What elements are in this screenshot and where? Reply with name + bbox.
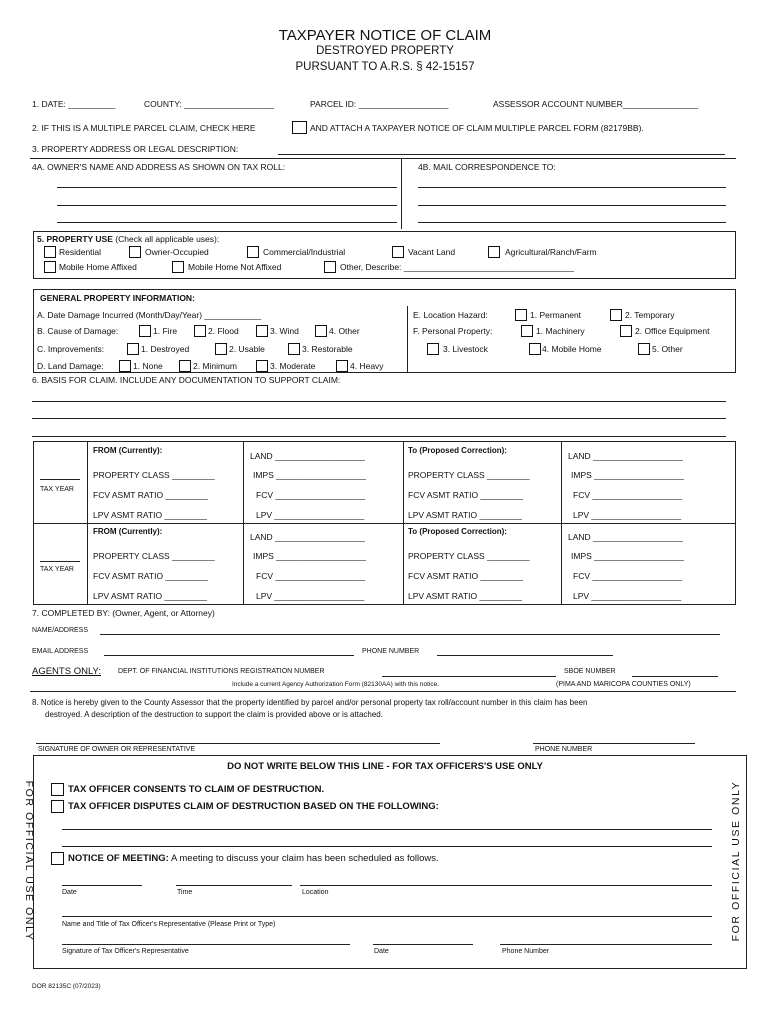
mail-line[interactable] xyxy=(418,222,726,223)
dispute-reason-line[interactable] xyxy=(62,829,712,830)
from-fcv[interactable]: FCV ___________________ xyxy=(256,490,366,500)
divider xyxy=(407,306,408,373)
impr-destroyed: 1. Destroyed xyxy=(141,344,190,354)
property-use-note: (Check all applicable uses): xyxy=(115,234,220,244)
phone-label: PHONE NUMBER xyxy=(362,648,420,655)
meeting-label: NOTICE OF MEETING: xyxy=(68,853,169,864)
checkbox-other-cause[interactable] xyxy=(315,325,327,337)
land-none: 1. None xyxy=(133,361,163,371)
improvements-label: C. Improvements: xyxy=(37,344,105,354)
to-fcv-ratio[interactable]: FCV ASMT RATIO _________ xyxy=(408,490,523,500)
to-label: To (Proposed Correction): xyxy=(408,527,507,536)
hazard-permanent: 1. Permanent xyxy=(530,310,582,320)
checkbox-other[interactable] xyxy=(324,261,336,273)
checkbox-wind[interactable] xyxy=(256,325,268,337)
rep-phone-line[interactable] xyxy=(500,944,712,945)
checkbox-disputes[interactable] xyxy=(51,800,64,813)
cause-other: 4. Other xyxy=(329,326,360,336)
impr-restorable: 3. Restorable xyxy=(302,344,353,354)
date-damage-field[interactable]: A. Date Damage Incurred (Month/Day/Year) ____________ xyxy=(37,310,262,320)
from-label: FROM (Currently): xyxy=(93,527,163,536)
basis-label: 6. BASIS FOR CLAIM. INCLUDE ANY DOCUMENTATION TO SUPPORT CLAIM: xyxy=(32,375,341,385)
hazard-temporary: 2. Temporary xyxy=(625,310,675,320)
basis-line[interactable] xyxy=(32,418,726,419)
parcel-id-field[interactable]: PARCEL ID: ___________________ xyxy=(310,99,449,109)
from-fcv[interactable]: FCV ___________________ xyxy=(256,571,366,581)
dispute-reason-line[interactable] xyxy=(62,846,712,847)
owner-line[interactable] xyxy=(57,187,397,188)
email-line[interactable] xyxy=(104,655,354,656)
disputes-label: TAX OFFICER DISPUTES CLAIM OF DESTRUCTION BASED ON THE FOLLOWING: xyxy=(68,801,439,812)
completed-heading: 7. COMPLETED BY: (Owner, Agent, or Attorney) xyxy=(32,608,215,618)
from-land[interactable]: LAND ___________________ xyxy=(250,532,365,542)
meeting-line xyxy=(68,853,439,864)
from-lpv[interactable]: LPV ___________________ xyxy=(256,510,365,520)
tax-year-line[interactable] xyxy=(40,479,80,480)
property-use-heading xyxy=(37,234,219,244)
from-land[interactable]: LAND ___________________ xyxy=(250,451,365,461)
pp-office-equipment: 2. Office Equipment xyxy=(635,326,710,336)
from-fcv-ratio[interactable]: FCV ASMT RATIO _________ xyxy=(93,571,208,581)
to-lpv[interactable]: LPV ___________________ xyxy=(573,591,682,601)
property-use-title: 5. PROPERTY USE xyxy=(37,234,113,244)
to-land[interactable]: LAND ___________________ xyxy=(568,451,683,461)
checkbox-mobile-not-affixed[interactable] xyxy=(172,261,184,273)
land-minimum: 2. Minimum xyxy=(193,361,237,371)
checkbox-owner-occupied[interactable] xyxy=(129,246,141,258)
checkbox-minimum[interactable] xyxy=(179,360,191,372)
email-label: EMAIL ADDRESS xyxy=(32,648,89,655)
from-imps[interactable]: IMPS ___________________ xyxy=(253,551,366,561)
name-address-label: NAME/ADDRESS xyxy=(32,627,89,634)
notice-line-1: 8. Notice is hereby given to the County Assessor that the property identified by parcel and/or personal property tax roll/account number in this claim has been xyxy=(32,698,588,707)
multi-parcel-label: 2. IF THIS IS A MULTIPLE PARCEL CLAIM, CHECK HERE xyxy=(32,123,256,133)
to-imps[interactable]: IMPS ___________________ xyxy=(571,551,684,561)
to-fcv-ratio[interactable]: FCV ASMT RATIO _________ xyxy=(408,571,523,581)
owner-label: 4A. OWNER'S NAME AND ADDRESS AS SHOWN ON TAX ROLL: xyxy=(32,162,286,172)
property-address-label: 3. PROPERTY ADDRESS OR LEGAL DESCRIPTION: xyxy=(32,144,239,154)
multi-parcel-instruction: AND ATTACH A TAXPAYER NOTICE OF CLAIM MULTIPLE PARCEL FORM (82179BB). xyxy=(310,123,644,133)
divider xyxy=(33,523,736,524)
cause-flood: 2. Flood xyxy=(208,326,239,336)
meeting-location-line[interactable] xyxy=(300,885,712,886)
agents-only-label: AGENTS ONLY: xyxy=(32,666,101,677)
from-property-class[interactable]: PROPERTY CLASS _________ xyxy=(93,470,215,480)
include-form-note: Include a current Agency Authorization Form (82130AA) with this notice. xyxy=(232,681,440,688)
hazard-label: E. Location Hazard: xyxy=(413,310,488,320)
meeting-time-line[interactable] xyxy=(176,885,292,886)
meeting-text: A meeting to discuss your claim has been scheduled as follows. xyxy=(170,853,439,864)
to-lpv-ratio[interactable]: LPV ASMT RATIO _________ xyxy=(408,591,523,601)
checkbox-flood[interactable] xyxy=(194,325,206,337)
option-residential: Residential xyxy=(59,247,102,257)
notice-line-2: destroyed. A description of the destruction to support the claim is provided above or is attached. xyxy=(45,710,383,719)
checkbox-commercial[interactable] xyxy=(247,246,259,258)
to-imps[interactable]: IMPS ___________________ xyxy=(571,470,684,480)
from-property-class[interactable]: PROPERTY CLASS _________ xyxy=(93,551,215,561)
official-side-label-left: FOR OFFICIAL USE ONLY xyxy=(23,780,35,942)
from-lpv[interactable]: LPV ___________________ xyxy=(256,591,365,601)
land-heavy: 4. Heavy xyxy=(350,361,384,371)
name-address-line[interactable] xyxy=(100,634,720,635)
to-fcv[interactable]: FCV ___________________ xyxy=(573,571,683,581)
cause-fire: 1. Fire xyxy=(153,326,178,336)
to-lpv-ratio[interactable]: LPV ASMT RATIO _________ xyxy=(408,510,523,520)
pp-machinery: 1. Machinery xyxy=(536,326,585,336)
personal-property-label: F. Personal Property: xyxy=(413,326,493,336)
checkbox-meeting[interactable] xyxy=(51,852,64,865)
dept-label: DEPT. OF FINANCIAL INSTITUTIONS REGISTRATION NUMBER xyxy=(118,668,325,675)
owner-line[interactable] xyxy=(57,222,397,223)
dept-number-line[interactable] xyxy=(382,676,556,677)
checkbox-temporary[interactable] xyxy=(610,309,622,321)
land-moderate: 3. Moderate xyxy=(270,361,316,371)
county-field[interactable]: COUNTY: ___________________ xyxy=(144,99,274,109)
checkbox-none[interactable] xyxy=(119,360,131,372)
to-fcv[interactable]: FCV ___________________ xyxy=(573,490,683,500)
rep-date-line[interactable] xyxy=(373,944,473,945)
divider xyxy=(243,441,244,605)
mail-line[interactable] xyxy=(418,205,726,206)
to-property-class[interactable]: PROPERTY CLASS _________ xyxy=(408,470,530,480)
sboe-line[interactable] xyxy=(632,676,718,677)
divider xyxy=(30,691,736,692)
rep-name-line[interactable] xyxy=(62,916,712,917)
meeting-date-line[interactable] xyxy=(62,885,142,886)
do-not-write-banner: DO NOT WRITE BELOW THIS LINE - FOR TAX OFFICERS'S USE ONLY xyxy=(227,761,543,772)
checkbox-vacant-land[interactable] xyxy=(392,246,404,258)
consents-label: TAX OFFICER CONSENTS TO CLAIM OF DESTRUCTION. xyxy=(68,784,325,795)
checkbox-residential[interactable] xyxy=(44,246,56,258)
option-agricultural: Agricultural/Ranch/Farm xyxy=(505,247,597,257)
checkbox-mobile-affixed[interactable] xyxy=(44,261,56,273)
rep-name-label: Name and Title of Tax Officer's Representative (Please Print or Type) xyxy=(62,921,276,928)
tax-year-label: TAX YEAR xyxy=(40,566,74,573)
phone-line[interactable] xyxy=(437,655,613,656)
signature-phone-label: PHONE NUMBER xyxy=(535,746,593,753)
from-lpv-ratio[interactable]: LPV ASMT RATIO _________ xyxy=(93,591,208,601)
mail-label: 4B. MAIL CORRESPONDENCE TO: xyxy=(418,162,556,172)
from-lpv-ratio[interactable]: LPV ASMT RATIO _________ xyxy=(93,510,208,520)
pp-other: 5. Other xyxy=(652,344,683,354)
checkbox-heavy[interactable] xyxy=(336,360,348,372)
checkbox-usable[interactable] xyxy=(215,343,227,355)
rep-phone-label: Phone Number xyxy=(502,948,550,955)
land-damage-label: D. Land Damage: xyxy=(37,361,104,371)
multi-parcel-checkbox[interactable] xyxy=(292,121,307,134)
divider xyxy=(401,158,402,229)
checkbox-livestock[interactable] xyxy=(427,343,439,355)
checkbox-moderate[interactable] xyxy=(256,360,268,372)
option-mobile-affixed: Mobile Home Affixed xyxy=(59,262,137,272)
tax-year-label: TAX YEAR xyxy=(40,486,74,493)
to-label: To (Proposed Correction): xyxy=(408,446,507,455)
rep-date-label: Date xyxy=(374,948,389,955)
meeting-time-label: Time xyxy=(177,889,193,896)
form-id: DOR 82135C (07/2023) xyxy=(32,983,101,990)
sboe-label: SBOE NUMBER xyxy=(564,668,616,675)
from-fcv-ratio[interactable]: FCV ASMT RATIO _________ xyxy=(93,490,208,500)
divider xyxy=(403,441,404,605)
divider xyxy=(87,441,88,605)
impr-usable: 2. Usable xyxy=(229,344,265,354)
basis-line[interactable] xyxy=(32,436,726,437)
option-owner-occupied: Owner-Occupied xyxy=(145,247,209,257)
property-address-line[interactable] xyxy=(278,154,725,155)
rep-signature-line[interactable] xyxy=(62,944,350,945)
assessor-account-field[interactable]: ASSESSOR ACCOUNT NUMBER________________ xyxy=(493,99,699,109)
to-land[interactable]: LAND ___________________ xyxy=(568,532,683,542)
cause-wind: 3. Wind xyxy=(270,326,299,336)
cause-label: B. Cause of Damage: xyxy=(37,326,119,336)
divider xyxy=(30,158,736,159)
checkbox-permanent[interactable] xyxy=(515,309,527,321)
checkbox-fire[interactable] xyxy=(139,325,151,337)
owner-signature-line[interactable] xyxy=(36,743,440,744)
basis-line[interactable] xyxy=(32,401,726,402)
official-side-label-right: FOR OFFICIAL USE ONLY xyxy=(730,780,742,942)
date-field[interactable]: 1. DATE: __________ xyxy=(32,99,116,109)
checkbox-office-equipment[interactable] xyxy=(620,325,632,337)
mail-line[interactable] xyxy=(418,187,726,188)
from-label: FROM (Currently): xyxy=(93,446,163,455)
pima-note: (PIMA AND MARICOPA COUNTIES ONLY) xyxy=(556,681,691,688)
form-subtitle: DESTROYED PROPERTY xyxy=(316,45,454,57)
checkbox-other-pp[interactable] xyxy=(638,343,650,355)
checkbox-machinery[interactable] xyxy=(521,325,533,337)
pp-mobile-home: 4. Mobile Home xyxy=(542,344,602,354)
meeting-location-label: Location xyxy=(302,889,329,896)
to-property-class[interactable]: PROPERTY CLASS _________ xyxy=(408,551,530,561)
to-lpv[interactable]: LPV ___________________ xyxy=(573,510,682,520)
tax-year-line[interactable] xyxy=(40,561,80,562)
meeting-date-label: Date xyxy=(62,889,77,896)
option-mobile-not-affixed: Mobile Home Not Affixed xyxy=(188,262,282,272)
form-statute: PURSUANT TO A.R.S. § 42-15157 xyxy=(295,61,475,73)
option-other: Other, Describe: ____________________________________ xyxy=(340,262,574,272)
checkbox-consents[interactable] xyxy=(51,783,64,796)
option-vacant-land: Vacant Land xyxy=(408,247,456,257)
option-commercial: Commercial/Industrial xyxy=(263,247,346,257)
divider xyxy=(561,441,562,605)
checkbox-destroyed[interactable] xyxy=(127,343,139,355)
checkbox-agricultural[interactable] xyxy=(488,246,500,258)
from-imps[interactable]: IMPS ___________________ xyxy=(253,470,366,480)
pp-livestock: 3. Livestock xyxy=(443,344,488,354)
rep-signature-label: Signature of Tax Officer's Representative xyxy=(62,948,189,955)
checkbox-mobile-home[interactable] xyxy=(529,343,541,355)
checkbox-restorable[interactable] xyxy=(288,343,300,355)
owner-phone-line[interactable] xyxy=(533,743,695,744)
owner-line[interactable] xyxy=(57,205,397,206)
general-heading: GENERAL PROPERTY INFORMATION: xyxy=(40,293,195,303)
signature-label: SIGNATURE OF OWNER OR REPRESENTATIVE xyxy=(38,746,196,753)
form-title: TAXPAYER NOTICE OF CLAIM xyxy=(278,27,492,44)
